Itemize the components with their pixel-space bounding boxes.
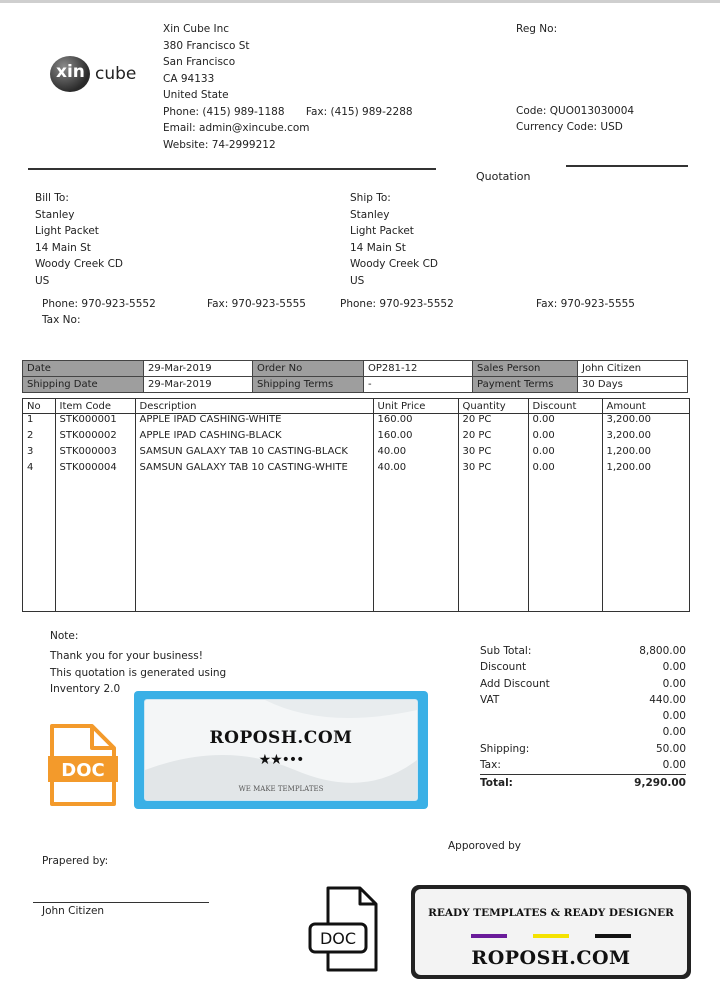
cell-item-code: STK000003 xyxy=(55,446,135,462)
company-fax: Fax: (415) 989-2288 xyxy=(305,105,413,118)
bill-to-block xyxy=(35,190,123,289)
ad-bar-yellow xyxy=(533,934,569,938)
cell-amount: 3,200.00 xyxy=(602,430,689,446)
totals-row xyxy=(480,676,686,692)
date-label: Date xyxy=(23,361,144,377)
cell-no: 3 xyxy=(27,446,34,457)
tax-label: Tax: xyxy=(480,759,501,772)
sub-total-label: Sub Total: xyxy=(480,645,532,657)
cell-discount: 0.00 xyxy=(528,462,602,478)
company-email: Email: admin@xincube.com xyxy=(163,122,310,134)
col-amount-header: Amount xyxy=(602,399,689,414)
approved-by: Apporoved by xyxy=(448,840,522,852)
note-heading: Note: xyxy=(50,630,79,642)
cell-amount: 1,200.00 xyxy=(602,446,689,462)
ship-to-block xyxy=(350,190,438,289)
ad-brand: ROPOSH.COM xyxy=(471,947,631,969)
date-value: 29-Mar-2019 xyxy=(144,361,253,377)
top-border xyxy=(0,0,720,3)
header-divider-left xyxy=(28,168,436,170)
cell-item-code: STK000001 xyxy=(55,414,135,431)
cell-no: 4 xyxy=(27,462,34,473)
doc-file-icon xyxy=(48,722,118,808)
add-discount-label: Add Discount xyxy=(480,677,550,690)
totals-row xyxy=(480,659,686,675)
blank-value: 0.00 xyxy=(662,726,686,739)
order-info-row xyxy=(23,377,688,393)
ship-to-city: Woody Creek CD xyxy=(350,258,439,270)
discount-value: 0.00 xyxy=(662,661,686,674)
banner-inner xyxy=(144,699,418,801)
doc-outline-icon xyxy=(306,884,380,974)
shipping-date-label: Shipping Date xyxy=(23,377,144,393)
ship-to-street: 14 Main St xyxy=(350,241,406,254)
col-no-header: No xyxy=(23,399,55,414)
company-phone-row xyxy=(163,104,413,121)
bill-to-country: US xyxy=(35,274,50,287)
shipping-date-value: 29-Mar-2019 xyxy=(144,377,253,393)
tax-value: 0.00 xyxy=(662,759,686,772)
bill-to-name: Stanley xyxy=(35,208,75,221)
totals-row xyxy=(480,724,686,740)
table-row xyxy=(23,462,689,478)
totals-row xyxy=(480,741,686,757)
vat-label: VAT xyxy=(480,693,500,706)
cell-unit-price: 160.00 xyxy=(373,414,458,431)
bill-phone: Phone: 970-923-5552 xyxy=(42,298,156,310)
vat-value: 440.00 xyxy=(649,693,686,706)
logo-text-cube: cube xyxy=(95,64,137,84)
cell-discount: 0.00 xyxy=(528,414,602,431)
cell-no: 2 xyxy=(27,430,34,441)
tax-no: Tax No: xyxy=(42,314,81,326)
cell-description: SAMSUN GALAXY TAB 10 CASTING-BLACK xyxy=(135,446,373,462)
cell-quantity: 30 PC xyxy=(458,446,528,462)
ship-to-company: Light Packet xyxy=(350,225,414,237)
order-info-row xyxy=(23,361,688,377)
ad-tagline: READY TEMPLATES & READY DESIGNER xyxy=(428,907,674,919)
company-website: Website: 74-2999212 xyxy=(163,138,276,151)
shipping-value: 50.00 xyxy=(655,742,686,755)
ship-fax: Fax: 970-923-5555 xyxy=(536,298,635,310)
doc-outline-label: DOC xyxy=(319,929,357,948)
cell-discount: 0.00 xyxy=(528,430,602,446)
add-discount-value: 0.00 xyxy=(662,677,686,690)
cell-amount: 3,200.00 xyxy=(602,414,689,431)
payment-terms-label: Payment Terms xyxy=(473,377,578,393)
table-filler-row xyxy=(23,478,689,611)
note-line: This quotation is generated using xyxy=(50,666,227,679)
grand-total-row xyxy=(480,774,686,791)
totals-row xyxy=(480,692,686,708)
discount-label: Discount xyxy=(480,661,527,674)
ship-to-country: US xyxy=(350,274,365,287)
cell-item-code: STK000004 xyxy=(55,462,135,478)
payment-terms-value: 30 Days xyxy=(578,377,688,393)
col-item-code-header: Item Code xyxy=(55,399,135,414)
cell-no: 1 xyxy=(27,414,34,425)
note-line: Inventory 2.0 xyxy=(50,683,121,695)
cell-unit-price: 160.00 xyxy=(373,430,458,446)
doc-icon-label: DOC xyxy=(61,760,105,781)
bill-to-heading: Bill To: xyxy=(35,192,69,204)
sales-person-value: John Citizen xyxy=(578,361,688,377)
ship-phone: Phone: 970-923-5552 xyxy=(340,298,454,310)
cell-quantity: 30 PC xyxy=(458,462,528,478)
document-title: Quotation xyxy=(476,170,531,183)
reg-no: Reg No: xyxy=(516,23,558,35)
col-quantity-header: Quantity xyxy=(458,399,528,414)
currency-code: Currency Code: USD xyxy=(516,121,623,133)
cell-amount: 1,200.00 xyxy=(602,462,689,478)
cell-quantity: 20 PC xyxy=(458,430,528,446)
total-label: Total: xyxy=(480,777,513,790)
ad-color-bars xyxy=(415,934,687,938)
bill-fax: Fax: 970-923-5555 xyxy=(207,298,306,310)
bill-to-company: Light Packet xyxy=(35,225,99,237)
ad-bar-purple xyxy=(471,934,507,938)
col-unit-price-header: Unit Price xyxy=(373,399,458,414)
ad-inner xyxy=(415,889,687,975)
cell-unit-price: 40.00 xyxy=(373,462,458,478)
note-line: Thank you for your business! xyxy=(50,650,203,662)
cell-unit-price: 40.00 xyxy=(373,446,458,462)
ship-to-name: Stanley xyxy=(350,208,390,221)
company-phone: Phone: (415) 989-1188 xyxy=(163,105,285,118)
banner-subtitle: WE MAKE TEMPLATES xyxy=(238,785,324,793)
company-street: 380 Francisco St xyxy=(163,39,250,52)
company-logo xyxy=(50,56,145,92)
banner-title: ROPOSH.COM xyxy=(209,728,353,748)
watermark-banner xyxy=(134,691,428,809)
prepared-by: Prapered by: xyxy=(42,855,109,867)
cell-quantity: 20 PC xyxy=(458,414,528,431)
total-value: 9,290.00 xyxy=(634,777,686,790)
shipping-terms-label: Shipping Terms xyxy=(253,377,364,393)
company-address xyxy=(163,21,413,153)
bill-to-city: Woody Creek CD xyxy=(35,258,124,270)
company-name: Xin Cube Inc xyxy=(163,23,230,35)
totals-block xyxy=(480,643,686,792)
col-description-header: Description xyxy=(135,399,373,414)
table-row xyxy=(23,430,689,446)
shipping-label: Shipping: xyxy=(480,742,530,755)
cell-discount: 0.00 xyxy=(528,446,602,462)
ad-bar-black xyxy=(595,934,631,938)
table-row xyxy=(23,446,689,462)
company-country: United State xyxy=(163,89,229,101)
cell-description: APPLE IPAD CASHING-WHITE xyxy=(135,414,373,431)
totals-row xyxy=(480,757,686,773)
logo-text-xin: xin xyxy=(56,62,85,82)
col-discount-header: Discount xyxy=(528,399,602,414)
order-no-label: Order No xyxy=(253,361,364,377)
table-row xyxy=(23,414,689,431)
header-divider-right xyxy=(566,165,688,167)
cell-description: APPLE IPAD CASHING-BLACK xyxy=(135,430,373,446)
banner-stars: ★★••• xyxy=(258,752,304,768)
ship-to-heading: Ship To: xyxy=(350,192,391,204)
order-info-table xyxy=(22,360,688,393)
company-city: San Francisco xyxy=(163,56,236,68)
company-state-zip: CA 94133 xyxy=(163,72,215,85)
shipping-terms-value: - xyxy=(364,377,473,393)
items-header-row xyxy=(23,399,689,414)
blank-value: 0.00 xyxy=(662,710,686,723)
cell-description: SAMSUN GALAXY TAB 10 CASTING-WHITE xyxy=(135,462,373,478)
order-no-value: OP281-12 xyxy=(364,361,473,377)
ad-block xyxy=(411,885,691,979)
totals-row xyxy=(480,643,686,659)
bill-to-street: 14 Main St xyxy=(35,241,91,254)
quotation-code: Code: QUO013030004 xyxy=(516,105,635,117)
items-table xyxy=(22,398,690,612)
cell-item-code: STK000002 xyxy=(55,430,135,446)
sub-total-value: 8,800.00 xyxy=(639,645,686,657)
sales-person-label: Sales Person xyxy=(473,361,578,377)
prepared-name: John Citizen xyxy=(42,905,105,917)
totals-row xyxy=(480,708,686,724)
